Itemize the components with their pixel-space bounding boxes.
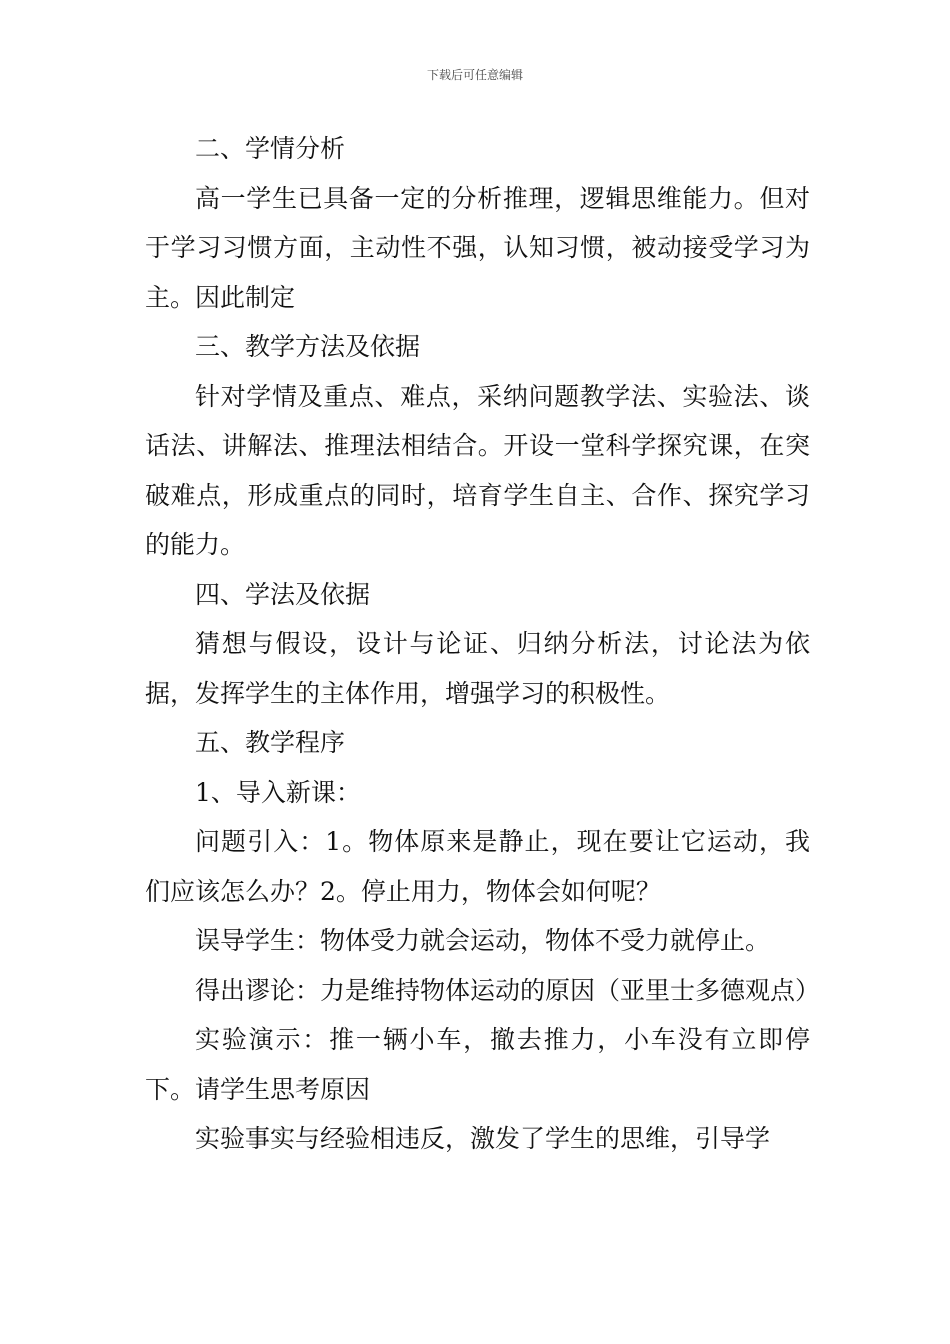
heading-learning-methods: 四、学法及依据 [195, 579, 371, 609]
paragraph: 误导学生：物体受力就会运动，物体不受力就停止。 [195, 926, 771, 955]
paragraph: 实验事实与经验相违反，激发了学生的思维，引导学 [195, 1124, 771, 1153]
document-body [145, 124, 821, 1164]
subheading-intro: 1、导入新课： [195, 777, 361, 807]
paragraph: 高一学生已具备一定的分析推理，逻辑思维能力。但对于学习习惯方面，主动性不强，认知习惯，被动接受学习为主。因此制定 [145, 183, 810, 312]
paragraph: 猜想与假设，设计与论证、归纳分析法，讨论法为依据，发挥学生的主体作用，增强学习的积极性。 [145, 629, 810, 708]
paragraph: 实验演示：推一辆小车，撤去推力，小车没有立即停下。请学生思考原因 [145, 1025, 810, 1104]
heading-teaching-methods: 三、教学方法及依据 [195, 332, 421, 361]
heading-learning-analysis: 二、学情分析 [195, 134, 346, 163]
paragraph: 问题引入：1。物体原来是静止，现在要让它运动，我们应该怎么办？2。停止用力，物体会如何呢？ [145, 827, 810, 906]
page-header: 下载后可任意编辑 [426, 68, 523, 82]
paragraph: 针对学情及重点、难点，采纳问题教学法、实验法、谈话法、讲解法、推理法相结合。开设一堂科学探究课，在突破难点，形成重点的同时，培育学生自主、合作、探究学习的能力。 [145, 381, 810, 559]
heading-teaching-procedure: 五、教学程序 [195, 728, 346, 757]
paragraph: 得出谬论：力是维持物体运动的原因（亚里士多德观点） [195, 975, 821, 1005]
